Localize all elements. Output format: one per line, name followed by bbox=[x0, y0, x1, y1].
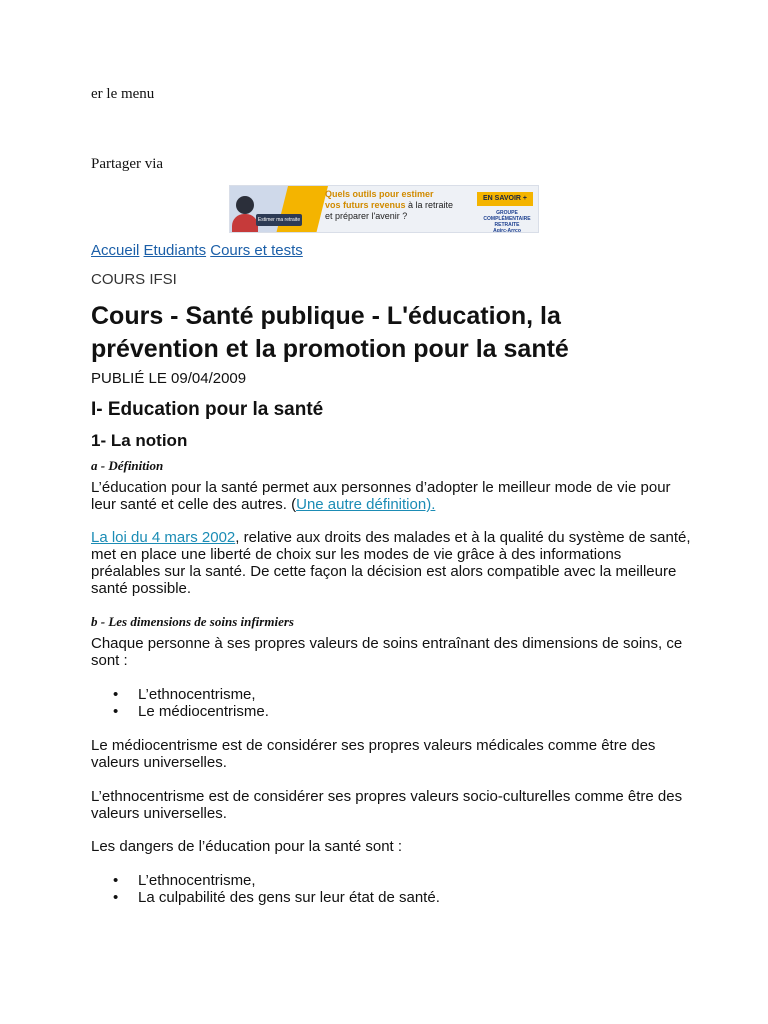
list-item: • Le médiocentrisme. bbox=[91, 703, 269, 720]
mediocentrism-paragraph: Le médiocentrisme est de considérer ses propres valeurs médicales comme être des valeurs universelles. bbox=[91, 737, 656, 771]
category-label: COURS IFSI bbox=[91, 271, 177, 288]
definition-heading: a - Définition bbox=[91, 458, 164, 473]
dimensions-heading: b - Les dimensions de soins infirmiers bbox=[91, 614, 294, 629]
dangers-list bbox=[91, 872, 440, 906]
list-item: • L’ethnocentrisme, bbox=[91, 686, 269, 703]
dimensions-paragraph: Chaque personne à ses propres valeurs de soins entraînant des dimensions de soins, ce sont : bbox=[91, 635, 683, 669]
breadcrumb-home-link[interactable]: Accueil bbox=[91, 242, 140, 259]
person-body-icon bbox=[232, 214, 258, 233]
ad-brand-top: GROUPE bbox=[496, 210, 518, 216]
list-item: • La culpabilité des gens sur leur état de santé. bbox=[91, 889, 440, 906]
law-2002-link[interactable]: La loi du 4 mars 2002 bbox=[91, 529, 236, 546]
ad-brand-name: COMPLÉMENTAIRE RETRAITE bbox=[483, 216, 531, 228]
breadcrumb-students-link[interactable]: Etudiants bbox=[143, 242, 207, 259]
ad-brand-sub: Agirc-Arrco bbox=[493, 228, 521, 233]
other-definition-link[interactable]: Une autre définition). bbox=[296, 496, 436, 513]
ad-estimate-button[interactable]: Estimer ma retraite bbox=[256, 214, 302, 226]
definition-paragraph bbox=[91, 479, 691, 513]
menu-toggle-link[interactable]: er le menu bbox=[91, 86, 155, 102]
ethnocentrism-paragraph: L’ethnocentrisme est de considérer ses propres valeurs socio-culturelles comme être des valeurs universelles. bbox=[91, 788, 683, 822]
publication-date: PUBLIÉ LE 09/04/2009 bbox=[91, 370, 247, 387]
ad-learn-more-button[interactable]: EN SAVOIR + bbox=[477, 192, 533, 206]
ad-line3: et préparer l'avenir ? bbox=[325, 211, 408, 221]
section-heading: I- Education pour la santé bbox=[91, 399, 324, 420]
ad-line2-highlight: vos futurs revenus bbox=[325, 200, 406, 210]
person-icon bbox=[236, 196, 254, 214]
ad-headline bbox=[325, 189, 475, 222]
subsection-heading: 1- La notion bbox=[91, 431, 188, 450]
ad-line2-rest: à la retraite bbox=[405, 200, 454, 210]
ad-brand-logo bbox=[480, 210, 534, 233]
list-item: • L’ethnocentrisme, bbox=[91, 872, 440, 889]
definition-text: L’éducation pour la santé permet aux personnes d’adopter le meilleur mode de vie pour leur santé et celle des autres. ( bbox=[91, 479, 671, 513]
law-text: , relative aux droits des malades et à la qualité du système de santé, met en place une liberté de choix sur les modes de vie grâce à des informations préalables sur la santé. De cette façon la décision est alors compatible avec la meilleure santé possible. bbox=[91, 529, 691, 597]
page-title: Cours - Santé publique - L'éducation, la prévention et la promotion pour la santé bbox=[91, 302, 569, 363]
law-paragraph bbox=[91, 529, 691, 597]
dangers-paragraph: Les dangers de l’éducation pour la santé sont : bbox=[91, 838, 403, 855]
breadcrumb-courses-link[interactable]: Cours et tests bbox=[210, 242, 303, 259]
ad-line1: Quels outils pour estimer bbox=[325, 189, 434, 199]
dimensions-list bbox=[91, 686, 269, 720]
share-label: Partager via bbox=[91, 156, 164, 172]
breadcrumb bbox=[91, 242, 303, 259]
ad-banner[interactable] bbox=[229, 185, 539, 233]
